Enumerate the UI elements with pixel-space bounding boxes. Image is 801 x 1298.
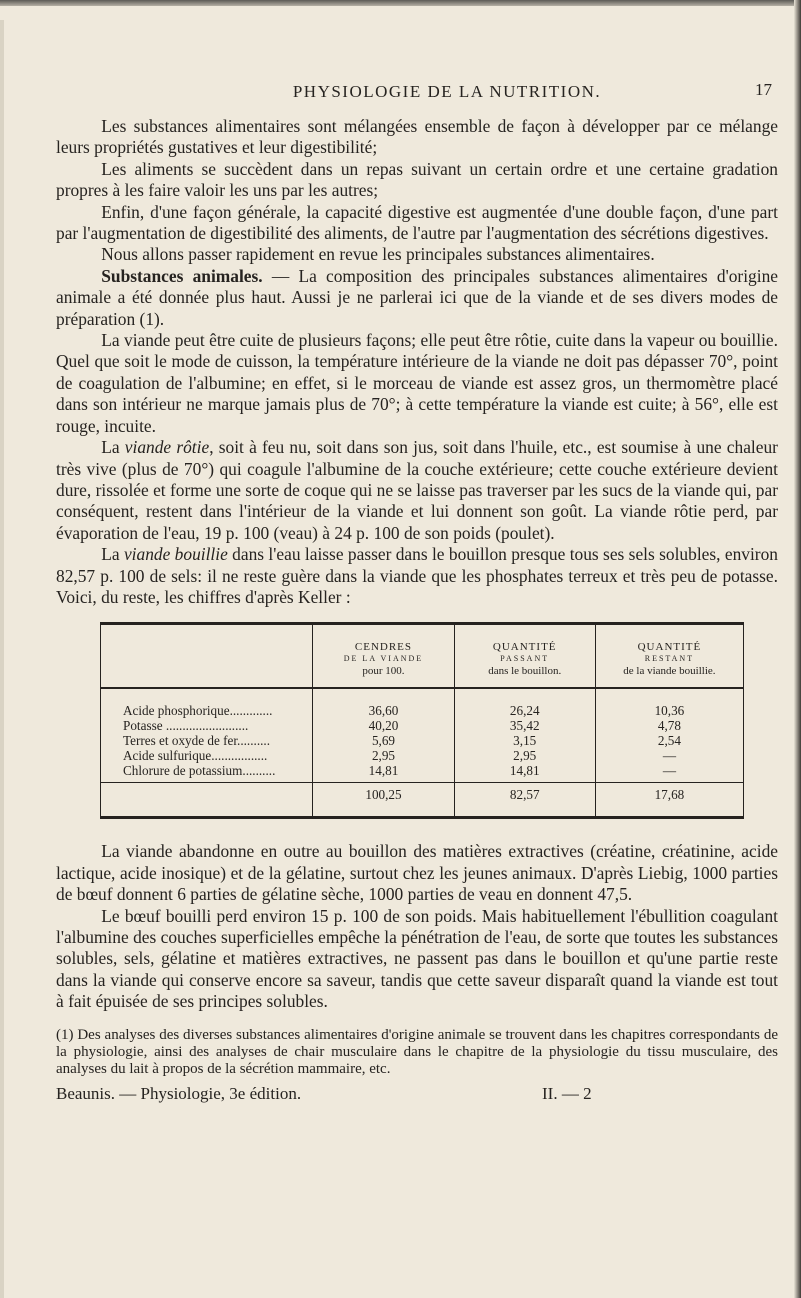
paragraph-viande-bouillie <box>56 544 778 608</box>
section-text: — La composition des principales substances alimentaires d'origine animale a été donnée plus haut. Aussi je ne parlerai ici que de la viande et de ses divers modes de préparation (1). <box>56 265 778 329</box>
table-row <box>101 763 743 783</box>
cell-passant: 3,15 <box>454 733 595 748</box>
paragraph: La viande abandonne en outre au bouillon des matières extractives (créatine, créatinine, acide lactique, acide inosique) et de la gélatine, surtout chez les jeunes animaux. D'après Liebig, 1000 parties de bœuf donnent 6 parties de gélatine sèche, 1000 parties de veau en donnent 47,5. <box>56 841 778 905</box>
total-cendres: 100,25 <box>313 783 454 817</box>
ash-composition-table <box>100 622 744 819</box>
paragraph-text: , soit à feu nu, soit dans son jus, soit dans l'huile, etc., est soumise à une chaleur très vive (plus de 70°) qui coagule l'albumine de la couche extérieure; cette couche extérieure devient dure, rissolée et forme une sorte de coque qui ne se laisse pas traverser par les sucs de la viande qui, par conséquent, restent dans l'intérieur de la viande et lui donnent son goût. La viande rôtie perd, par évaporation de l'eau, 19 p. 100 (veau) à 24 p. 100 de son poids (poulet). <box>56 437 778 543</box>
section-heading: Substances animales. <box>101 265 263 286</box>
paragraph-viande-rotie <box>56 437 778 544</box>
page-binding-shadow <box>794 0 801 1298</box>
paragraph-viande: La viande peut être cuite de plusieurs façons; elle peut être rôtie, cuite dans la vapeur ou bouillie. Quel que soit le mode de cuisson, la température intérieure de la viande ne doit pas dépasser 70°, point de coagulation de l'albumine; en effet, si le morceau de viande est assez gros, un thermomètre placé dans son intérieur ne marque jamais plus de 70°; à cette température la viande est cuite; à 56°, elle est rouge, incuite. <box>56 330 778 436</box>
table-header-restant: QUANTITÉ RESTANT de la viande bouillie. <box>595 625 743 688</box>
book-page <box>56 82 778 1106</box>
table-row <box>101 733 743 748</box>
paragraph: Nous allons passer rapidement en revue les principales substances alimentaires. <box>101 244 655 265</box>
lead-text: La <box>101 544 124 565</box>
cell-restant: 2,54 <box>595 733 743 748</box>
table-row <box>101 718 743 733</box>
cell-restant: — <box>595 748 743 763</box>
cell-passant: 2,95 <box>454 748 595 763</box>
page-top-edge <box>0 0 801 6</box>
paragraph: Les aliments se succèdent dans un repas suivant un certain ordre et une certaine gradation propres à les faire valoir les uns par les autres; <box>56 158 778 201</box>
table-header-row <box>101 625 743 688</box>
table-row <box>101 688 743 718</box>
page-number: 17 <box>755 80 772 99</box>
cell-cendres: 40,20 <box>313 718 454 733</box>
cell-passant: 35,42 <box>454 718 595 733</box>
table-header-passant: QUANTITÉ PASSANT dans le bouillon. <box>454 625 595 688</box>
paragraph: Enfin, d'une façon générale, la capacité digestive est augmentée d'une double façon, d'une part par l'augmentation de digestibilité des aliments, de l'autre par l'augmentation des sécrétions digestives. <box>56 201 778 244</box>
lead-text: La <box>101 437 125 458</box>
table-header-blank <box>101 625 313 688</box>
row-label: Acide sulfurique................. <box>123 748 268 764</box>
cell-cendres: 14,81 <box>313 763 454 783</box>
total-passant: 82,57 <box>454 783 595 817</box>
cell-passant: 14,81 <box>454 763 595 783</box>
paragraph-text: dans l'eau laisse passer dans le bouillon presque tous ses sels solubles, environ 82,57 p. 100 de sels: il ne reste guère dans la viande que les phosphates terreux et très peu de potasse. Voici, du reste, les chiffres d'après Keller : <box>56 544 778 607</box>
page-footer <box>56 1084 778 1106</box>
cell-cendres: 5,69 <box>313 733 454 748</box>
table-header-cendres: CENDRES DE LA VIANDE pour 100. <box>313 625 454 688</box>
paragraph: Le bœuf bouilli perd environ 15 p. 100 de son poids. Mais habituellement l'ébullition coagulant l'albumine des couches superficielles empêche la pénétration de l'eau, de sorte que toutes les substances solubles, sels, gélatine et matières extractives, ne passent pas dans le bouillon et qu'une partie reste dans la viande qui conserve encore sa saveur, tandis que cette saveur disparaît quand la viande est tout à fait épuisée de ses principes solubles. <box>56 905 778 1012</box>
row-label: Terres et oxyde de fer.......... <box>123 733 271 749</box>
footer-signature: Beaunis. — Physiologie, 3e édition. <box>56 1084 302 1104</box>
cell-restant: 4,78 <box>595 718 743 733</box>
total-label <box>101 783 313 817</box>
section-paragraph <box>56 266 778 330</box>
table-total-row <box>101 783 743 817</box>
cell-restant: 10,36 <box>595 688 743 718</box>
cell-passant: 26,24 <box>454 688 595 718</box>
total-restant: 17,68 <box>595 783 743 817</box>
footnote: (1) Des analyses des diverses substances alimentaires d'origine animale se trouvent dans les chapitres correspondants de la physiologie, ainsi des analyses de chair musculaire dans le chapitre de la physiologie du tissu musculaire, des analyses du lait à propos de la sécrétion mammaire, etc. <box>56 1026 778 1077</box>
italic-term: viande rôtie <box>124 437 210 458</box>
row-label: Potasse ......................... <box>123 718 249 734</box>
footer-volume: II. — 2 <box>542 1084 592 1104</box>
cell-cendres: 2,95 <box>313 748 454 763</box>
italic-term: viande bouillie <box>123 544 228 565</box>
row-label: Chlorure de potassium.......... <box>123 763 276 779</box>
running-title: PHYSIOLOGIE DE LA NUTRITION. <box>292 82 602 101</box>
cell-restant: — <box>595 763 743 783</box>
table-row <box>101 748 743 763</box>
row-label: Acide phosphorique............. <box>123 703 273 719</box>
cell-cendres: 36,60 <box>313 688 454 718</box>
page-left-edge <box>0 20 4 1298</box>
running-head <box>56 82 778 108</box>
paragraph: Les substances alimentaires sont mélangées ensemble de façon à développer par ce mélange leurs propriétés gustatives et leur digestibilité; <box>56 116 778 158</box>
